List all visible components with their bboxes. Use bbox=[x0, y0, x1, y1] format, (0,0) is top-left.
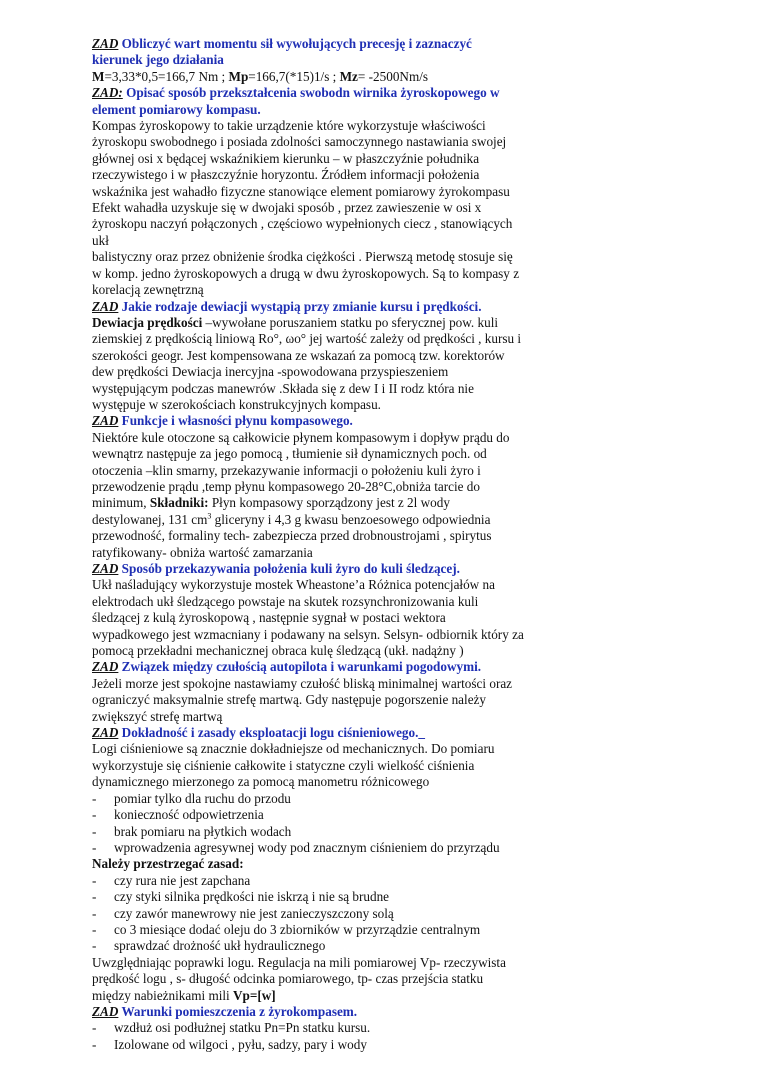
text-line: Kompas żyroskopowy to takie urządzenie które wykorzystuje właściwości bbox=[92, 118, 486, 134]
s1-title-line bbox=[92, 36, 562, 52]
text-line: ziemskiej z prędkością liniową Ro°, ωo° jej wartość zależy od prędkości , kursu i bbox=[92, 331, 522, 347]
list-item-text: brak pomiaru na płytkich wodach bbox=[114, 823, 292, 839]
text-line: prędkość logu , s- długość odcinka pomiarowego, tp- czas przejścia statku bbox=[92, 971, 484, 987]
text-line: ukł bbox=[92, 232, 109, 248]
list-item-text: wzdłuż osi podłużnej statku Pn=Pn statku kursu. bbox=[114, 1020, 371, 1036]
dash-bullet: - bbox=[92, 823, 97, 839]
dash-bullet: - bbox=[92, 872, 97, 888]
text-line: występującym podczas manewrów .Składa się z dew I i II rodz która nie bbox=[92, 380, 474, 396]
text-line: przewodzenie prądu ,temp płynu kompasowego 20-28°C,obniża tarcie do bbox=[92, 478, 480, 494]
text-line: Logi ciśnieniowe są znacznie dokładniejsze od mechanicznych. Do pomiaru bbox=[92, 741, 495, 757]
text-line: balistyczny oraz przez obniżenie środka ciężkości . Pierwszą metodę stosuje się bbox=[92, 249, 513, 265]
list-item-text: sprawdzać drożność ukł hydraulicznego bbox=[114, 938, 326, 954]
formula-m-label: M bbox=[92, 68, 105, 84]
text-span: Płyn kompasowy sporządzony jest z 2l wody bbox=[208, 495, 450, 511]
list-item bbox=[92, 791, 562, 807]
s8-title: Warunki pomieszczenia z żyrokompasem. bbox=[121, 1003, 358, 1019]
formula-mz-label: Mz bbox=[339, 68, 358, 84]
list-item-text: wprowadzenia agresywnej wody pod znacznym ciśnieniem do przyrządu bbox=[114, 839, 500, 855]
text-line: elektrodach ukł śledzącego powstaje na skutek rozsynchronizowania kuli bbox=[92, 593, 479, 609]
list-item-text: co 3 miesiące dodać oleju do 3 zbiorników w przyrządzie centralnym bbox=[114, 921, 481, 937]
text-line: wskaźnika jest wahadło fizyczne stanowiące element pomiarowy żyrokompasu bbox=[92, 183, 510, 199]
text-line: dew prędkości Dewiacja inercyjna -spowodowana przyspieszeniem bbox=[92, 364, 449, 380]
list-item-text: czy rura nie jest zapchana bbox=[114, 872, 251, 888]
text-line: ratyfikowany- obniża wartość zamarzania bbox=[92, 544, 313, 560]
text-line: Jeżeli morze jest spokojne nastawiamy czułość bliską minimalnej wartości oraz bbox=[92, 675, 513, 691]
s1-title: Obliczyć wart momentu sił wywołujących precesję i zaznaczyć bbox=[121, 36, 472, 51]
text-line: występuje w szerokościach konstrukcyjnych kompasu. bbox=[92, 396, 381, 412]
zad-label: ZAD bbox=[92, 413, 119, 429]
text-span: między nabieżnikami mili bbox=[92, 987, 233, 1003]
s4-title: Funkcje i własności płynu kompasowego. bbox=[121, 413, 353, 429]
text-line: wykorzystuje się ciśnienie całkowite i statyczne czyli wielkość ciśnienia bbox=[92, 757, 475, 773]
text-line: dynamicznego mierzonego za pomocą manometru różnicowego bbox=[92, 774, 430, 790]
s2-title: Opisać sposób przekształcenia swobodn wirnika żyroskopowego w bbox=[126, 85, 500, 101]
text-line: pomocą przekładni mechanicznej obraca kulę śledzącą (ukł. nadążny ) bbox=[92, 643, 464, 659]
zad-label: ZAD: bbox=[92, 85, 123, 101]
text-span: minimum, bbox=[92, 495, 150, 511]
zad-label: ZAD bbox=[92, 659, 119, 675]
text-line: żyroskopu naczyń połączonych , częściowo wypełnionych ciecz , stanowiących bbox=[92, 216, 513, 232]
list-item-text: Izolowane od wilgoci , pyłu, sadzy, pary i wody bbox=[114, 1036, 367, 1052]
zad-label: ZAD bbox=[92, 1003, 119, 1019]
text-line bbox=[92, 512, 562, 528]
text-line: korelacją zewnętrzną bbox=[92, 282, 204, 298]
formula-mz-value: = -2500Nm/s bbox=[357, 68, 428, 84]
list-item bbox=[92, 889, 562, 905]
list-item bbox=[92, 938, 562, 954]
s6-title-line bbox=[92, 659, 562, 675]
zad-label: ZAD bbox=[92, 298, 119, 314]
formula-mp-value: =166,7(*15)1/s ; bbox=[248, 68, 337, 84]
text-line: żyroskopu swobodnego i posiada zdolności samoczynnego nastawiania swojej bbox=[92, 134, 507, 150]
text-span: gliceryny i 4,3 g kwasu benzoesowego odpowiednia bbox=[211, 511, 491, 527]
s1-formula bbox=[92, 69, 562, 85]
list-item bbox=[92, 824, 562, 840]
list-item bbox=[92, 1020, 562, 1036]
text-line: ograniczyć maksymalnie strefę martwą. Gdy następuje pogorszenie należy bbox=[92, 692, 487, 708]
list-item bbox=[92, 807, 562, 823]
text-line: Efekt wahadła uzyskuje się w dwojaki sposób , przez zawieszenie w osi x bbox=[92, 200, 482, 216]
text-line bbox=[92, 495, 562, 511]
dash-bullet: - bbox=[92, 807, 97, 823]
dash-bullet: - bbox=[92, 938, 97, 954]
formula-m-value: =3,33*0,5=166,7 Nm ; bbox=[104, 68, 226, 84]
zad-label: ZAD bbox=[92, 725, 119, 741]
zad-label: ZAD bbox=[92, 36, 119, 51]
text-line: głównej osi x będącej wskaźnikiem kierunku – w płaszczyźnie południka bbox=[92, 150, 480, 166]
text-line: w komp. jedno żyroskopowych a drugą w dwu żyroskopowych. Są to kompasy z bbox=[92, 265, 520, 281]
dash-bullet: - bbox=[92, 889, 97, 905]
list-item bbox=[92, 1037, 562, 1053]
list-item-text: konieczność odpowietrzenia bbox=[114, 807, 264, 823]
text-line: przewodność, formaliny tech- zabezpiecza przed drobnoustrojami , spirytus bbox=[92, 528, 492, 544]
document-page bbox=[92, 36, 562, 1053]
term-dewiacja-predkosci: Dewiacja prędkości bbox=[92, 314, 203, 330]
list-item bbox=[92, 922, 562, 938]
s3-title-line bbox=[92, 299, 562, 315]
text-line: Uwzględniając poprawki logu. Regulacja na mili pomiarowej Vp- rzeczywista bbox=[92, 954, 506, 970]
s5-title: Sposób przekazywania położenia kuli żyro do kuli śledzącej. bbox=[121, 561, 460, 576]
s3-title: Jakie rodzaje dewiacji wystąpią przy zmianie kursu i prędkości. bbox=[121, 298, 482, 314]
text-line: wewnątrz następuje za jego pomocą , tłumienie sił dynamicznych poch. od bbox=[92, 446, 487, 462]
text-line: Niektóre kule otoczone są całkowicie płynem kompasowym i dopływ prądu do bbox=[92, 429, 510, 445]
s7-title-line bbox=[92, 725, 562, 741]
list-item bbox=[92, 840, 562, 856]
list-item-text: pomiar tylko dla ruchu do przodu bbox=[114, 790, 291, 806]
dash-bullet: - bbox=[92, 1020, 97, 1036]
dash-bullet: - bbox=[92, 790, 97, 806]
text-line: śledzącej z kulą żyroskopową , następnie sygnał w postaci wektora bbox=[92, 610, 446, 626]
text-line bbox=[92, 988, 562, 1004]
s4-title-line bbox=[92, 413, 562, 429]
dash-bullet: - bbox=[92, 1036, 97, 1052]
text-span: –wywołane poruszaniem statku po sferycznej pow. kuli bbox=[202, 314, 499, 330]
s7-title: Dokładność i zasady eksploatacji logu ciśnieniowego._ bbox=[121, 725, 426, 741]
list-item bbox=[92, 906, 562, 922]
text-span: destylowanej, 131 cm bbox=[92, 511, 208, 527]
superscript: 3 bbox=[207, 511, 212, 521]
zad-label: ZAD bbox=[92, 561, 119, 576]
list-item-text: czy zawór manewrowy nie jest zanieczyszczony solą bbox=[114, 905, 394, 921]
text-line: zwiększyć strefę martwą bbox=[92, 708, 223, 724]
term-skladniki: Składniki: bbox=[149, 495, 209, 511]
s8-title-line bbox=[92, 1004, 562, 1020]
s5-title-line bbox=[92, 561, 562, 577]
formula-mp-label: Mp bbox=[228, 68, 249, 84]
text-line bbox=[92, 315, 562, 331]
text-line: szerokości geogr. Jest kompensowana ze wskazań za pomocą tzw. korektorów bbox=[92, 347, 505, 363]
dash-bullet: - bbox=[92, 839, 97, 855]
s6-title: Związek między czułością autopilota i warunkami pogodowymi. bbox=[121, 659, 482, 675]
text-line: rzeczywistego i w płaszczyźnie horyzontu. Źródłem informacji położenia bbox=[92, 167, 480, 183]
dash-bullet: - bbox=[92, 905, 97, 921]
list-item bbox=[92, 873, 562, 889]
text-line: wypadkowego jest wzmacniany i podawany na selsyn. Selsyn- odbiornik który za bbox=[92, 626, 524, 642]
s1-title-line-2: kierunek jego działania bbox=[92, 52, 224, 68]
rules-heading: Należy przestrzegać zasad: bbox=[92, 856, 244, 872]
text-line: Ukł naśladujący wykorzystuje mostek Wheastone’a Różnica potencjałów na bbox=[92, 577, 495, 593]
formula-vp: Vp=[w] bbox=[233, 987, 276, 1003]
s2-title-line-2: element pomiarowy kompasu. bbox=[92, 101, 261, 117]
list-item-text: czy styki silnika prędkości nie iskrzą i nie są brudne bbox=[114, 889, 390, 905]
text-line: otoczenia –klin smarny, przekazywanie informacji o położeniu kuli żyro i bbox=[92, 462, 481, 478]
dash-bullet: - bbox=[92, 921, 97, 937]
s2-title-line bbox=[92, 85, 562, 101]
